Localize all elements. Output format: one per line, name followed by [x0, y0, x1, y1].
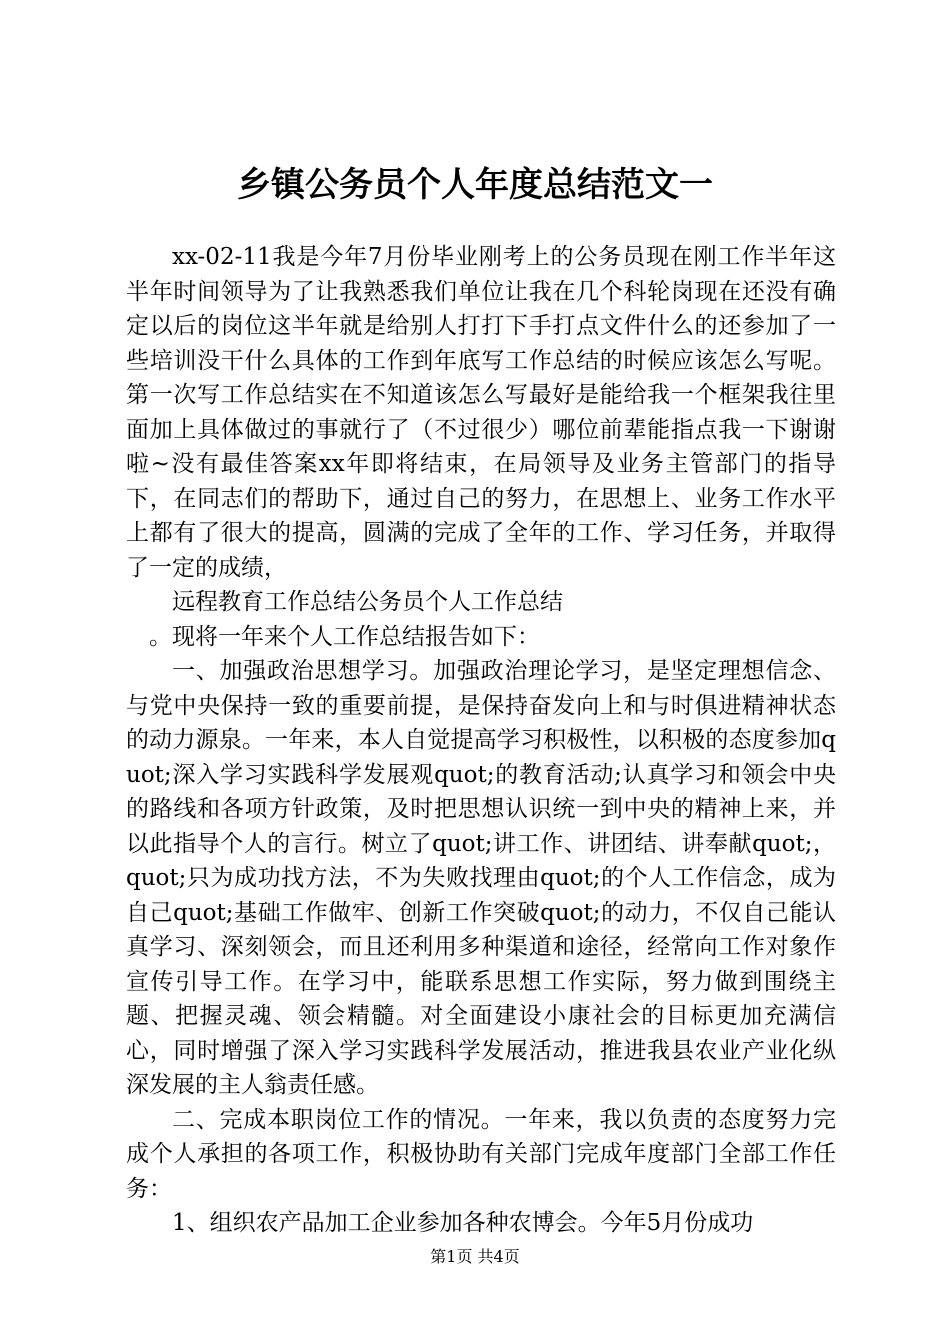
document-title: 乡镇公务员个人年度总结范文一 — [237, 165, 713, 205]
paragraph-report-lead: 。现将一年来个人工作总结报告如下： — [149, 623, 540, 650]
page-footer: 第1页 共4页 — [430, 1247, 520, 1266]
paragraph-item-one: 1、组织农产品加工企业参加各种农博会。今年5月份成功 — [172, 1210, 754, 1236]
paragraph-subheading: 远程教育工作总结公务员个人工作总结 — [172, 589, 563, 615]
paragraph-section-two: 二、完成本职岗位工作的情况。一年来，我以负责的态度努力完成个人承担的各项工作，积极协助有关部门完成年度部门全部工作任务： — [126, 1106, 836, 1202]
document-body — [126, 240, 836, 1241]
paragraph-section-one: 一、加强政治思想学习。加强政治理论学习，是坚定理想信念、与党中央保持一致的重要前提，是保持奋发向上和与时俱进精神状态的动力源泉。一年来，本人自觉提高学习积极性，以积极的态度参加quot;深入学习实践科学发展观quot;的教育活动;认真学习和领会中央的路线和各项方针政策，及时把思想认识统一到中央的精神上来，并以此指导个人的言行。树立了quot;讲工作、讲团结、讲奉献quot;，quot;只为成功找方法，不为失败找理由quot;的个人工作信念，成为自己quot;基础工作做牢、创新工作突破quot;的动力，不仅自己能认真学习、深刻领会，而且还利用多种渠道和途径，经常向工作对象作宣传引导工作。在学习中，能联系思想工作实际，努力做到围绕主题、把握灵魂、领会精髓。对全面建设小康社会的目标更加充满信心，同时增强了深入学习实践科学发展活动，推进我县农业产业化纵深发展的主人翁责任感。 — [126, 658, 836, 1098]
paragraph-intro: xx-02-11我是今年7月份毕业刚考上的公务员现在刚工作半年这半年时间领导为了让我熟悉我们单位让我在几个科轮岗现在还没有确定以后的岗位这半年就是给别人打打下手打点文件什么的还参加了一些培训没干什么具体的工作到年底写工作总结的时候应该怎么写呢。第一次写工作总结实在不知道该怎么写最好是能给我一个框架我往里面加上具体做过的事就行了（不过很少）哪位前辈能指点我一下谢谢啦~没有最佳答案xx年即将结束，在局领导及业务主管部门的指导下，在同志们的帮助下，通过自己的努力，在思想上、业务工作水平上都有了很大的提高，圆满的完成了全年的工作、学习任务，并取得了一定的成绩， — [126, 244, 836, 581]
